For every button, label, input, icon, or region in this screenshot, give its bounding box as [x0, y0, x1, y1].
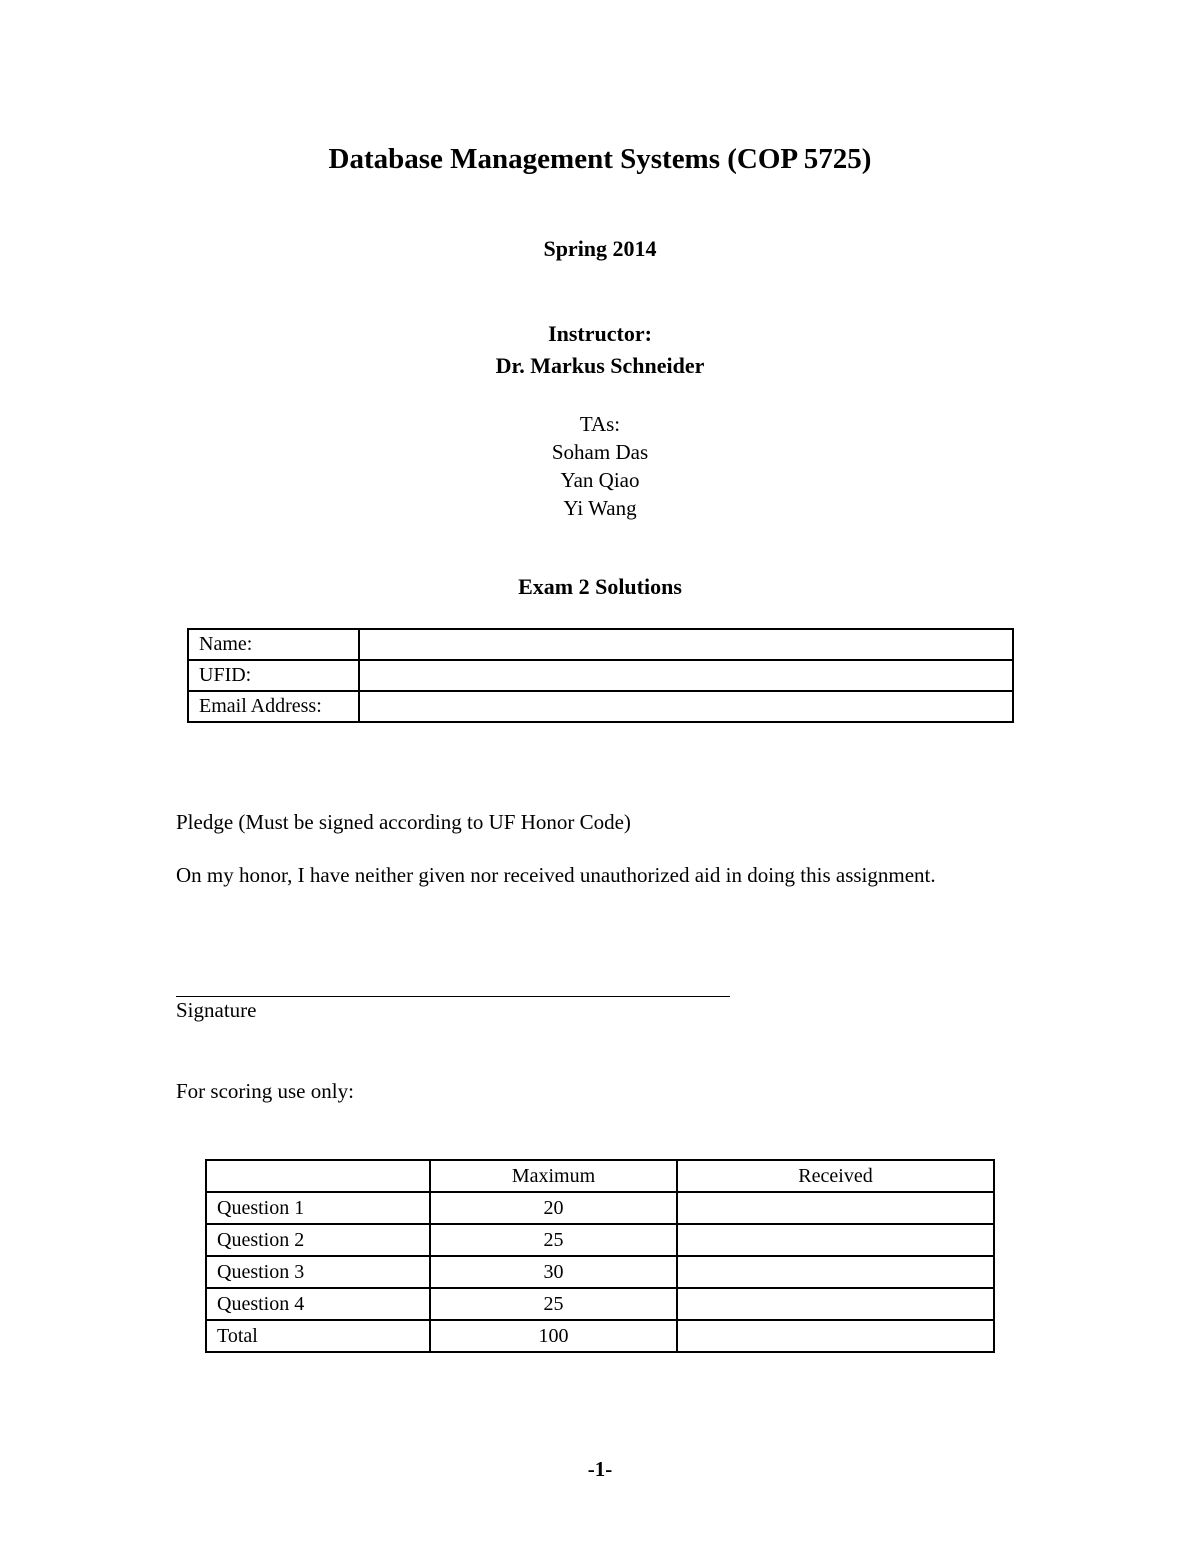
tas-label: TAs: — [579, 412, 621, 436]
email-field[interactable] — [359, 691, 1013, 722]
column-header-maximum: Maximum — [430, 1160, 677, 1192]
received-score[interactable] — [677, 1224, 994, 1256]
scoring-table — [205, 1159, 995, 1353]
name-label: Name: — [188, 629, 359, 660]
total-maximum: 100 — [430, 1320, 677, 1352]
pledge-heading: Pledge (Must be signed according to UF Honor Code) — [176, 810, 631, 834]
page-number: -1- — [587, 1457, 613, 1481]
ufid-label: UFID: — [188, 660, 359, 691]
instructor-label: Instructor: — [548, 321, 652, 346]
name-field[interactable] — [359, 629, 1013, 660]
signature-label: Signature — [176, 998, 257, 1022]
instructor-name: Dr. Markus Schneider — [495, 353, 705, 378]
question-label: Question 3 — [206, 1256, 430, 1288]
document-title: Database Management Systems (COP 5725) — [328, 143, 872, 175]
ta-list — [0, 410, 1200, 522]
student-info-table — [187, 628, 1014, 723]
maximum-score: 25 — [430, 1288, 677, 1320]
column-header-received: Received — [677, 1160, 994, 1192]
ta-name: Yi Wang — [563, 496, 637, 520]
email-label: Email Address: — [188, 691, 359, 722]
table-row — [188, 629, 1013, 660]
table-row — [206, 1224, 994, 1256]
maximum-score: 20 — [430, 1192, 677, 1224]
table-row — [206, 1256, 994, 1288]
table-row — [206, 1192, 994, 1224]
semester: Spring 2014 — [543, 236, 657, 261]
table-row — [206, 1288, 994, 1320]
ta-name: Soham Das — [551, 440, 649, 464]
maximum-score: 25 — [430, 1224, 677, 1256]
ta-name: Yan Qiao — [560, 468, 640, 492]
question-label: Question 2 — [206, 1224, 430, 1256]
received-score[interactable] — [677, 1256, 994, 1288]
table-row — [188, 660, 1013, 691]
ufid-field[interactable] — [359, 660, 1013, 691]
column-header — [206, 1160, 430, 1192]
question-label: Question 1 — [206, 1192, 430, 1224]
table-row-total — [206, 1320, 994, 1352]
table-header-row — [206, 1160, 994, 1192]
pledge-text: On my honor, I have neither given nor received unauthorized aid in doing this assignment. — [176, 863, 936, 887]
signature-line[interactable] — [176, 996, 730, 997]
total-received[interactable] — [677, 1320, 994, 1352]
maximum-score: 30 — [430, 1256, 677, 1288]
scoring-label: For scoring use only: — [176, 1079, 354, 1103]
table-row — [188, 691, 1013, 722]
question-label: Question 4 — [206, 1288, 430, 1320]
total-label: Total — [206, 1320, 430, 1352]
received-score[interactable] — [677, 1288, 994, 1320]
received-score[interactable] — [677, 1192, 994, 1224]
exam-title: Exam 2 Solutions — [518, 574, 682, 599]
